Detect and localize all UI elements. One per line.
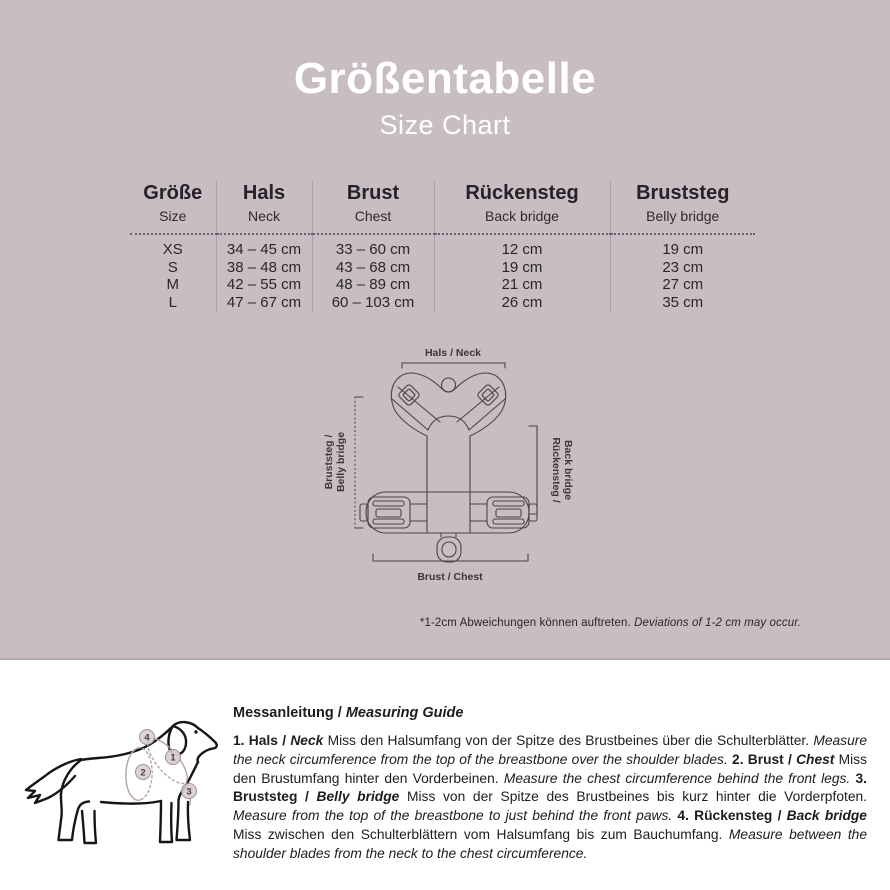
column-header-back-bridge: Rückensteg Back bridge xyxy=(434,181,610,234)
svg-text:2: 2 xyxy=(140,767,146,779)
marker-1 xyxy=(166,750,181,765)
size-table xyxy=(130,181,755,311)
column-header-size: Größe Size xyxy=(130,181,216,234)
svg-text:3: 3 xyxy=(186,786,192,798)
harness-label-belly-bridge-en: Belly bridge xyxy=(335,431,347,493)
harness-label-neck: Hals / Neck xyxy=(424,347,482,359)
buckle-right xyxy=(487,497,537,528)
harness-yoke xyxy=(391,373,505,436)
svg-text:1: 1 xyxy=(170,752,176,764)
dog-measuring-illustration xyxy=(15,698,230,873)
column-header-chest: Brust Chest xyxy=(312,181,434,234)
measuring-guide-heading: Messanleitung / Measuring Guide xyxy=(233,705,464,721)
page-title: Größentabelle xyxy=(293,54,597,103)
table-row-l: L 47 – 67 cm 60 – 103 cm 26 cm 35 cm xyxy=(130,294,755,312)
table-row-m: M 42 – 55 cm 48 – 89 cm 21 cm 27 cm xyxy=(130,276,755,294)
harness-label-back-bridge-en: Back bridge xyxy=(562,439,574,501)
table-row-s: S 38 – 48 cm 43 – 68 cm 19 cm 23 cm xyxy=(130,259,755,277)
chest-bracket xyxy=(373,554,528,561)
d-ring xyxy=(437,533,461,562)
belly-bridge-bracket xyxy=(355,397,363,528)
table-row-xs: XS 34 – 45 cm 33 – 60 cm 12 cm 19 cm xyxy=(130,234,755,259)
marker-4 xyxy=(140,730,155,745)
measuring-guide xyxy=(233,704,867,864)
measuring-guide-body: 1. Hals / Neck Miss den Halsumfang von der Spitze des Brustbeines über die Schulterblätter. Measure the neck circumference from the top of the breastbone over the shoulder blades. 2. Brust / Chest Miss den Brustumfang hinter den Vorderbeinen. Measure the chest circumference behind the front legs. 3. Bruststeg / Belly bridge Miss von der Spitze des Brustbeines bis kurz hinter die Vorderpfoten. Measure from the top of the breastbone to just behind the front paws. 4. Rückensteg / Back bridge Miss zwischen den Schulterblättern vom Halsumfang bis zum Bauchumfang. Measure between the shoulder blades from the neck to the chest circumference. xyxy=(233,733,868,861)
column-header-belly-bridge: Bruststeg Belly bridge xyxy=(610,181,755,234)
svg-text:4: 4 xyxy=(144,732,150,744)
harness-label-back-bridge-de: Rückensteg / xyxy=(550,437,562,503)
back-bridge-bracket xyxy=(529,426,537,514)
harness-diagram xyxy=(310,340,590,602)
dog-eye xyxy=(194,730,197,733)
deviation-footnote: *1-2cm Abweichungen können auftreten. Deviations of 1-2 cm may occur. xyxy=(419,617,801,629)
neck-bracket xyxy=(402,363,505,368)
column-header-neck: Hals Neck xyxy=(216,181,312,234)
harness-label-belly-bridge-de: Bruststeg / xyxy=(323,434,335,490)
measurement-markers xyxy=(136,730,197,799)
buckle-left xyxy=(360,497,410,528)
size-table-header xyxy=(130,181,755,234)
page-header xyxy=(0,54,890,141)
marker-3 xyxy=(182,784,197,799)
harness-label-chest: Brust / Chest xyxy=(417,571,483,583)
page-subtitle: Size Chart xyxy=(379,110,511,140)
dog-outline xyxy=(26,722,217,843)
chest-bar xyxy=(366,492,529,533)
marker-2 xyxy=(136,765,151,780)
